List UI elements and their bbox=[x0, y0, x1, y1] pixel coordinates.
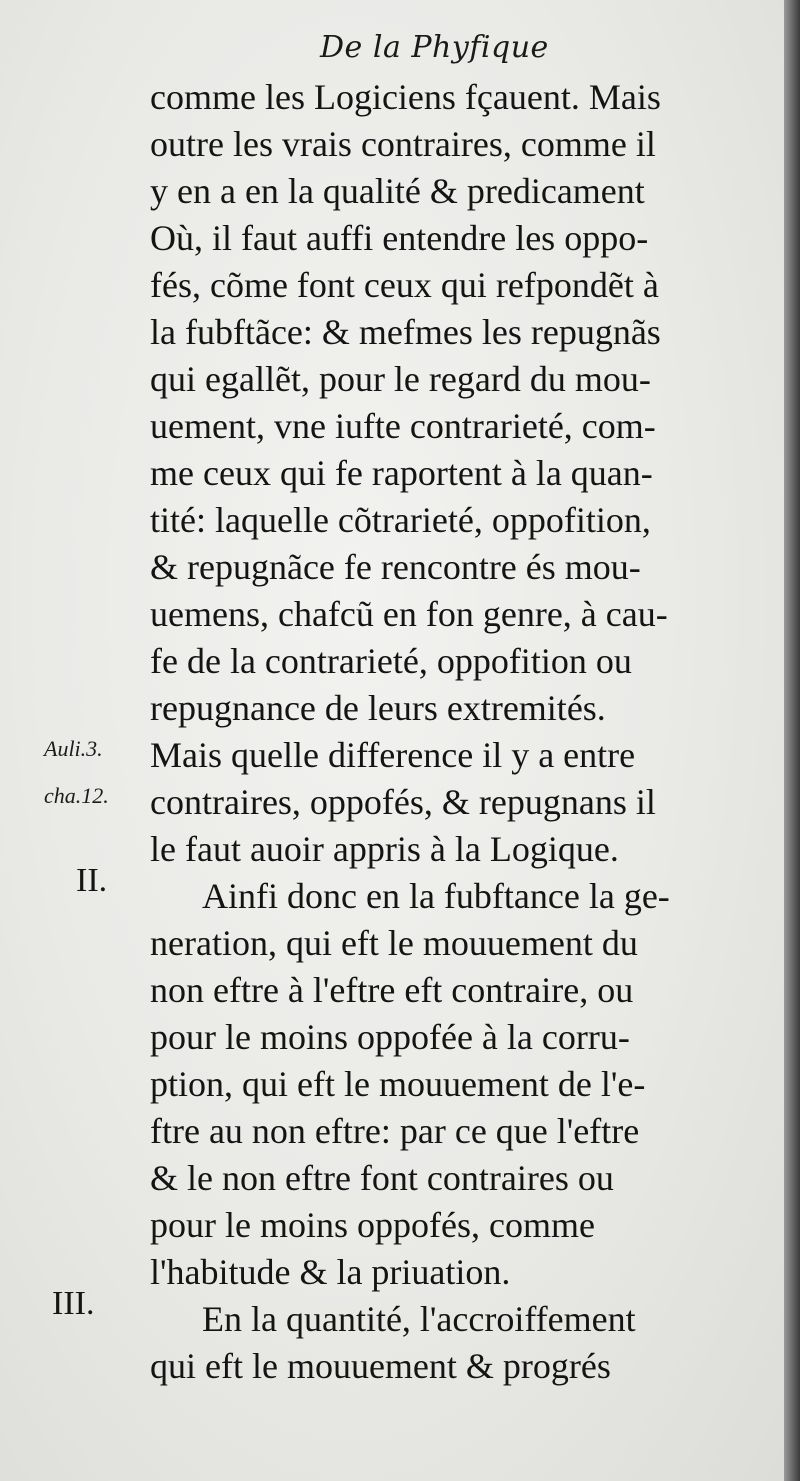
text-line: fés, cõme font ceux qui refpondẽt à bbox=[150, 265, 659, 305]
page-edge bbox=[784, 0, 800, 1481]
text-line: & le non eftre font contraires ou bbox=[150, 1158, 614, 1198]
text-line: contraires, oppofés, & repugnans il bbox=[150, 782, 656, 822]
text-line: repugnance de leurs extremités. bbox=[150, 688, 606, 728]
text-line: me ceux qui fe raportent à la quan- bbox=[150, 453, 653, 493]
text-line: neration, qui eft le mouuement du bbox=[150, 923, 638, 963]
text-line: tité: laquelle cõtrarieté, oppofition, bbox=[150, 500, 651, 540]
text-line: pour le moins oppofée à la corru- bbox=[150, 1017, 630, 1057]
text-line: la fubftãce: & mefmes les repugnãs bbox=[150, 312, 661, 352]
text-line: Où, il faut auffi entendre les oppo- bbox=[150, 218, 649, 258]
text-line: Ainfi donc en la fubftance la ge- bbox=[202, 876, 670, 916]
text-line: l'habitude & la priuation. bbox=[150, 1252, 511, 1292]
text-line: pour le moins oppofés, comme bbox=[150, 1205, 595, 1245]
margin-note: cha.12. bbox=[44, 783, 109, 808]
text-line: y en a en la qualité & predicament bbox=[150, 171, 645, 211]
text-line: & repugnãce fe rencontre és mou- bbox=[150, 547, 641, 587]
text-line: outre les vrais contraires, comme il bbox=[150, 124, 656, 164]
body-text bbox=[150, 74, 750, 1390]
margin-note: Auli.3. bbox=[44, 736, 103, 761]
text-line: ftre au non eftre: par ce que l'eftre bbox=[150, 1111, 640, 1151]
text-line: fe de la contrarieté, oppofition ou bbox=[150, 641, 632, 681]
text-line: ption, qui eft le mouuement de l'e- bbox=[150, 1064, 646, 1104]
text-line: Mais quelle difference il y a entre bbox=[150, 735, 636, 775]
section-number: III. bbox=[52, 1285, 95, 1322]
text-line: uement, vne iufte contrarieté, com- bbox=[150, 406, 656, 446]
text-line: le faut auoir appris à la Logique. bbox=[150, 829, 619, 869]
running-head: De la Phyfique bbox=[320, 30, 549, 65]
text-line: comme les Logiciens fçauent. Mais bbox=[150, 77, 661, 117]
text-line: non eftre à l'eftre eft contraire, ou bbox=[150, 970, 634, 1010]
text-line: uemens, chafcũ en fon genre, à cau- bbox=[150, 594, 668, 634]
text-line: qui eft le mouuement & progrés bbox=[150, 1346, 611, 1386]
section-number: II. bbox=[76, 862, 108, 899]
text-line: En la quantité, l'accroiffement bbox=[202, 1299, 636, 1339]
text-line: qui egallẽt, pour le regard du mou- bbox=[150, 359, 651, 399]
